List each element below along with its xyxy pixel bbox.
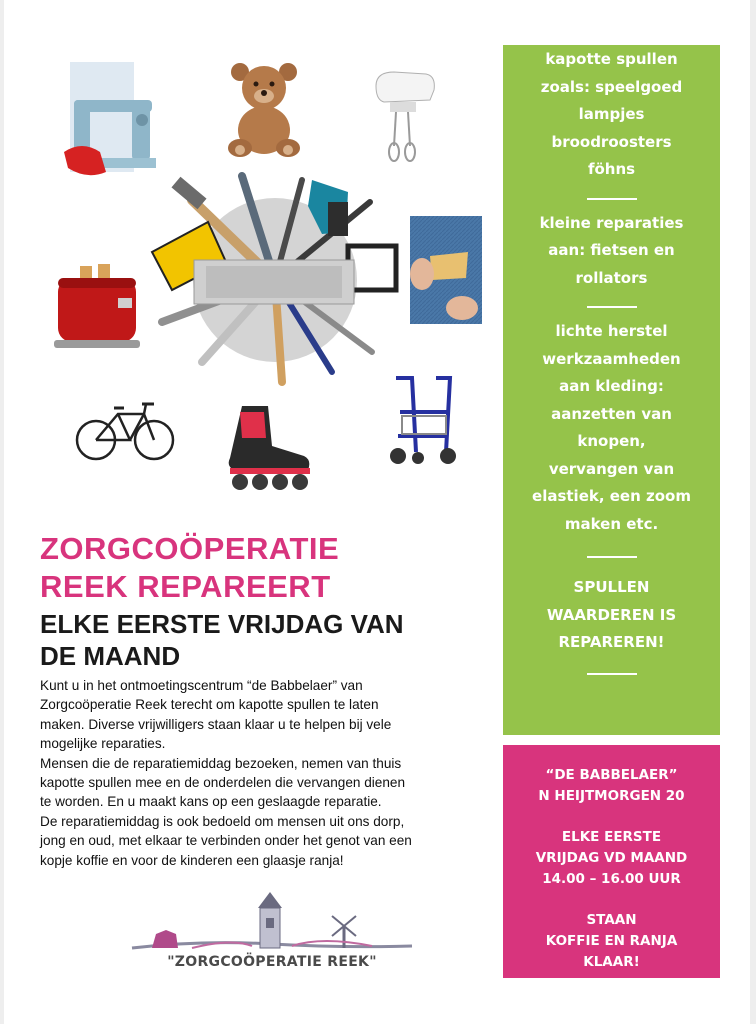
ready-line: KLAAR!	[583, 954, 640, 970]
body-line: te worden. En u maakt kans op een geslaagde reparatie.	[40, 794, 382, 810]
slogan-block	[509, 574, 714, 657]
repair-items-line: lampjes	[578, 105, 645, 123]
small-repairs-line: rollators	[575, 268, 648, 287]
inline-skate-image	[216, 404, 316, 492]
clothing-repairs-line: elastiek, een zoom	[532, 487, 691, 505]
body-line: maken. Diverse vrijwilligers staan klaar u te helpen bij vele	[40, 716, 392, 732]
ready-line: STAAN	[586, 912, 637, 928]
tools-circle-image	[132, 162, 418, 392]
main-title	[40, 530, 500, 606]
clothing-repairs-line: knopen,	[577, 432, 646, 450]
subtitle	[40, 608, 500, 672]
body-line: jong en oud, met elkaar te verbinden onder het genot van een	[40, 833, 412, 849]
when-line: ELKE EERSTE	[561, 829, 662, 845]
divider	[587, 306, 637, 308]
body-line: Zorgcoöperatie Reek terecht om kapotte spullen te laten	[40, 697, 379, 713]
flyer-page	[4, 0, 750, 1024]
divider	[587, 673, 637, 675]
repair-items-line: kapotte spullen	[545, 50, 678, 68]
main-title-line: ZORGCOÖPERATIE	[40, 531, 340, 566]
body-line: kopje koffie en voor de kinderen een glaasje ranja!	[40, 852, 344, 868]
rollator-image	[386, 372, 460, 468]
subtitle-line: ELKE EERSTE VRIJDAG VAN	[40, 609, 404, 639]
clothing-repairs-line: maken etc.	[564, 514, 659, 533]
hand-mixer-image	[370, 66, 440, 166]
repair-items-line: zoals: speelgoed	[540, 77, 683, 96]
body-line: mogelijke reparaties.	[40, 736, 166, 752]
body-line: Mensen die de reparatiemiddag bezoeken, nemen van thuis	[40, 755, 402, 771]
toaster-image	[52, 262, 142, 350]
location-line: N HEIJTMORGEN 20	[538, 788, 685, 804]
when-line: VRIJDAG VD MAAND	[535, 850, 688, 866]
clothing-repairs-line: werkzaamheden	[542, 349, 681, 368]
bicycle-image	[74, 398, 176, 464]
body-line: Kunt u in het ontmoetingscentrum “de Babbelaer” van	[40, 678, 363, 693]
logo-caption: "ZORGCOÖPERATIE REEK"	[167, 954, 377, 970]
main-title-line: REEK REPAREERT	[40, 569, 331, 604]
clothing-repairs-line: aanzetten van	[551, 404, 672, 423]
clothing-repairs-line: vervangen van	[548, 459, 675, 478]
slogan-line: SPULLEN	[573, 578, 650, 596]
slogan-line: WAARDEREN IS	[546, 605, 677, 624]
body-text	[40, 676, 500, 870]
teddy-bear-image	[222, 60, 308, 160]
repair-items-line: föhns	[587, 160, 636, 178]
when-line: 14.00 – 16.00 UUR	[542, 871, 681, 887]
jeans-patch-image	[410, 216, 482, 324]
divider	[587, 556, 637, 558]
body-line: De reparatiemiddag is ook bedoeld om mensen uit ons dorp,	[40, 813, 405, 829]
clothing-repairs-line: aan kleding:	[559, 377, 664, 395]
small-repairs-line: aan: fietsen en	[548, 241, 675, 259]
repair-items-line: broodroosters	[551, 132, 672, 151]
repair-items-block	[509, 45, 714, 184]
slogan-line: REPAREREN!	[558, 633, 665, 651]
divider	[587, 198, 637, 200]
pink-info-panel	[503, 745, 720, 978]
ready-line: KOFFIE EN RANJA	[545, 933, 678, 949]
small-repairs-block	[509, 210, 714, 293]
subtitle-line: DE MAAND	[40, 641, 181, 671]
body-line: kapotte spullen mee en de onderdelen die vervangen dienen	[40, 775, 406, 791]
green-info-panel	[503, 45, 720, 735]
clothing-repairs-line: lichte herstel	[555, 322, 668, 340]
small-repairs-line: kleine reparaties	[539, 213, 684, 232]
clothing-repairs-block	[509, 318, 714, 538]
location-line: “DE BABBELAER”	[545, 767, 678, 783]
